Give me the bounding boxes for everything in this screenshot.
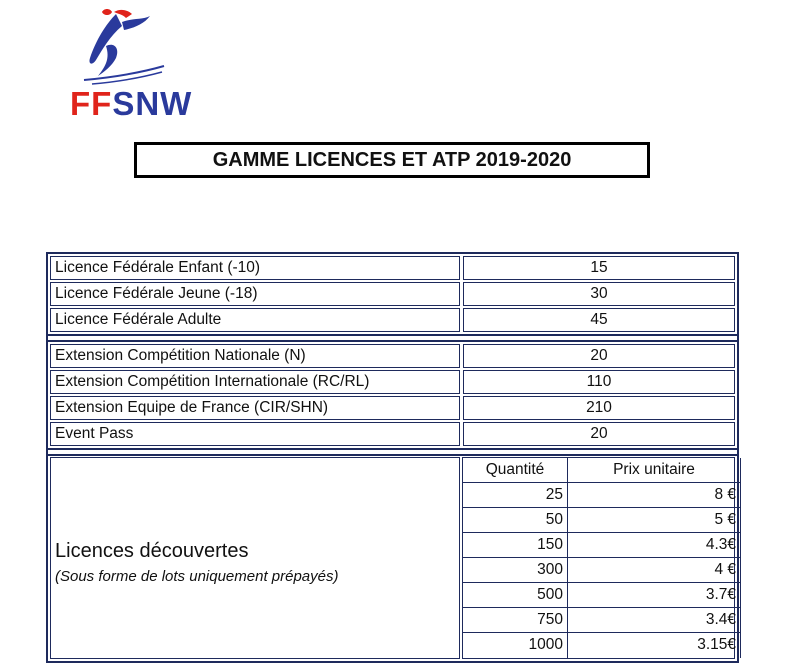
logo-ff: FF [70, 85, 113, 122]
licence-label: Licence Fédérale Adulte [50, 308, 460, 332]
unit-price-header: Prix unitaire [568, 458, 741, 483]
quantity-cell: 750 [463, 608, 568, 633]
table-row [50, 282, 735, 306]
discovery-subtitle: (Sous forme de lots uniquement prépayés) [55, 568, 339, 585]
discovery-header-row [463, 458, 741, 483]
table-row [50, 422, 735, 446]
quantity-cell: 500 [463, 583, 568, 608]
quantity-header: Quantité [463, 458, 568, 483]
skier-emblem-icon [76, 6, 168, 86]
table-row [463, 533, 741, 558]
ffsnw-logo [70, 6, 193, 124]
table-row [463, 633, 741, 658]
price-cell: 4 € [568, 558, 741, 583]
discovery-price-grid [462, 457, 735, 659]
price-cell: 3.15€ [568, 633, 741, 658]
table-row [463, 508, 741, 533]
quantity-cell: 1000 [463, 633, 568, 658]
section-divider [48, 334, 737, 342]
discovery-grid [463, 458, 741, 658]
licence-table [46, 252, 739, 663]
section-divider [48, 448, 737, 456]
page-title: GAMME LICENCES ET ATP 2019-2020 [134, 142, 650, 178]
table-row [463, 608, 741, 633]
quantity-cell: 50 [463, 508, 568, 533]
extension-price: 110 [463, 370, 735, 394]
price-cell: 4.3€ [568, 533, 741, 558]
table-row [463, 483, 741, 508]
table-row [50, 344, 735, 368]
quantity-cell: 25 [463, 483, 568, 508]
price-cell: 3.4€ [568, 608, 741, 633]
table-row [50, 256, 735, 280]
quantity-cell: 300 [463, 558, 568, 583]
licence-price: 15 [463, 256, 735, 280]
price-cell: 3.7€ [568, 583, 741, 608]
licence-price: 45 [463, 308, 735, 332]
licence-label: Licence Fédérale Enfant (-10) [50, 256, 460, 280]
discovery-label-cell [50, 457, 460, 659]
table-row [50, 396, 735, 420]
discovery-section [50, 457, 735, 659]
extension-label: Extension Equipe de France (CIR/SHN) [50, 396, 460, 420]
logo-wordmark [70, 86, 192, 122]
extension-label: Extension Compétition Internationale (RC/RL) [50, 370, 460, 394]
quantity-cell: 150 [463, 533, 568, 558]
table-row [50, 370, 735, 394]
extension-price: 210 [463, 396, 735, 420]
price-cell: 8 € [568, 483, 741, 508]
extension-label: Event Pass [50, 422, 460, 446]
table-row [463, 583, 741, 608]
extension-price: 20 [463, 344, 735, 368]
discovery-title: Licences découvertes [55, 540, 249, 562]
table-row [50, 308, 735, 332]
logo-snw: SNW [112, 85, 193, 122]
table-row [463, 558, 741, 583]
licence-price: 30 [463, 282, 735, 306]
extension-price: 20 [463, 422, 735, 446]
extension-label: Extension Compétition Nationale (N) [50, 344, 460, 368]
price-cell: 5 € [568, 508, 741, 533]
licence-label: Licence Fédérale Jeune (-18) [50, 282, 460, 306]
